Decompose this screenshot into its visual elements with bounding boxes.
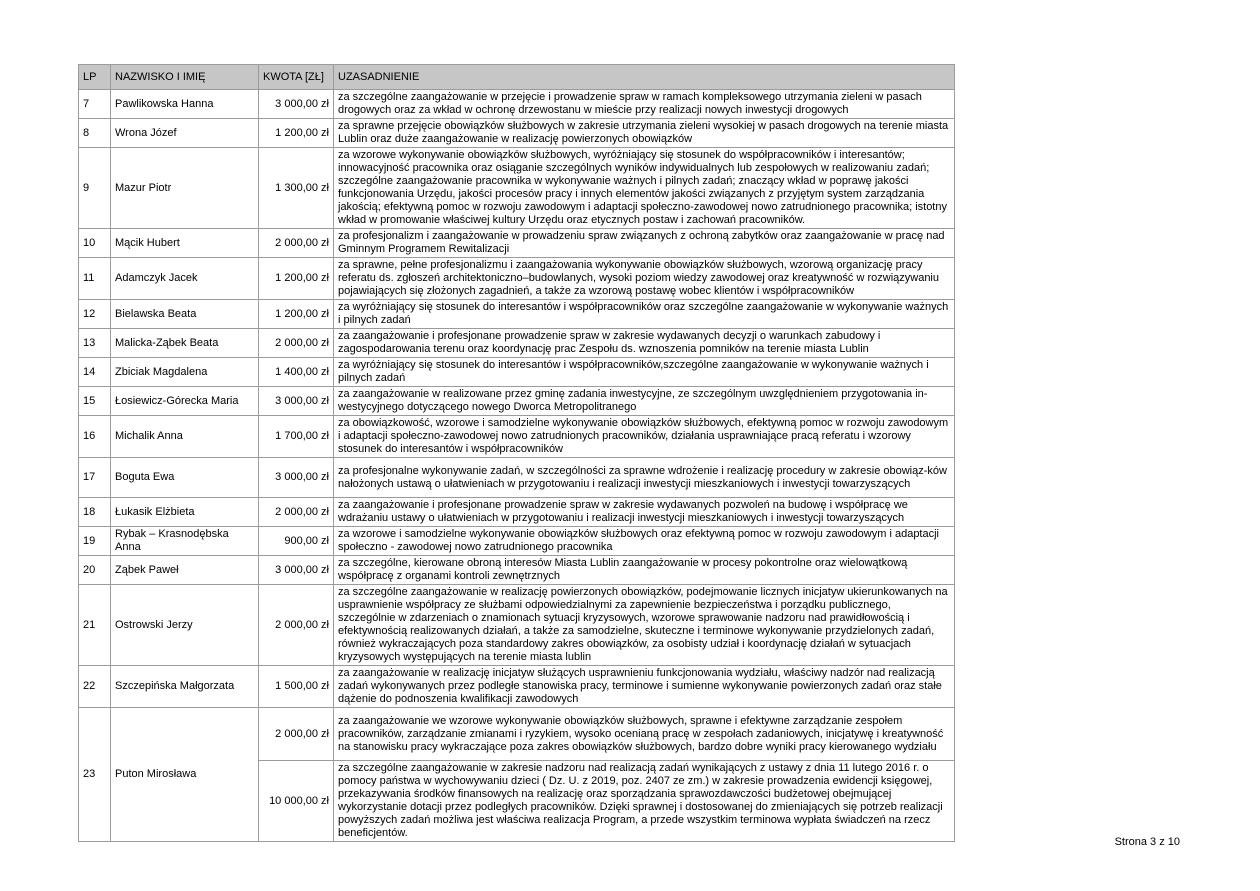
row-justification: za profesjonalne wykonywanie zadań, w szczególności za sprawne wdrożenie i realizację procedury w zakresie obowiąz-ków nałożonych ustawą o ułatwieniach w przygotowaniu i realizacji inwestycji mieszkaniowych i inwestycji towarzyszących	[334, 458, 955, 498]
row-lp: 17	[79, 458, 111, 498]
row-name: Rybak – Krasnodębska Anna	[111, 527, 259, 556]
row-amount: 2 000,00 zł	[259, 329, 334, 358]
row-amount: 1 500,00 zł	[259, 666, 334, 708]
row-justification: za zaangażowanie i profesjonane prowadzenie spraw w zakresie wydawanych decyzji o warunkach zabudowy i zagospodarowania terenu oraz koordynację prac Zespołu ds. wznoszenia pomników na terenie miasta Lublin	[334, 329, 955, 358]
row-lp: 10	[79, 229, 111, 258]
row-name: Ostrowski Jerzy	[111, 585, 259, 666]
row-lp: 15	[79, 387, 111, 416]
row-name: Zbiciak Magdalena	[111, 358, 259, 387]
table-row	[79, 498, 955, 527]
table-row	[79, 458, 955, 498]
row-justification: za szczególne zaangażowanie w zakresie nadzoru nad realizacją zadań wynikających z ustawy z dnia 11 lutego 2016 r. o pomocy państwa w wychowywaniu dzieci ( Dz. U. z 2019, poz. 2407 ze zm.) w zakresie prowadzenia ewidencji księgowej, przekazywania środków finansowych na realizację oraz sporządzania sprawozdawczości budżetowej obejmującej wykorzystanie dotacji przez podległych pracowników. Dzięki sprawnej i dostosowanej do zmieniających się potrzeb realizacji powyższych zadań możliwa jest właściwa realizacja Program, a przede wszystkim terminowa wypłata świadczeń na rzecz beneficjentów.	[334, 761, 955, 842]
row-justification: za zaangażowanie we wzorowe wykonywanie obowiązków służbowych, sprawne i efektywne zarządzanie zespołem pracowników, zarządzanie zmianami i ryzykiem, wysoko ocenianą pracę w zespołach zadaniowych, inicjatywę i kreatywność na stanowisku pracy wykraczające poza zakres obowiązków służbowych, bardzo dobre wyniki pracy kierowanego wydziału	[334, 708, 955, 761]
row-lp: 11	[79, 258, 111, 300]
row-lp: 7	[79, 90, 111, 119]
row-amount: 1 400,00 zł	[259, 358, 334, 387]
table-header-row	[79, 65, 955, 90]
table-row	[79, 527, 955, 556]
row-name: Szczepińska Małgorzata	[111, 666, 259, 708]
row-lp: 9	[79, 148, 111, 229]
row-amount: 1 300,00 zł	[259, 148, 334, 229]
row-justification: za zaangażowanie w realizowane przez gminę zadania inwestycyjne, ze szczególnym uwzględnieniem przygotowania in-westycyjnego dotyczącego nowego Dworca Metropolitranego	[334, 387, 955, 416]
row-name: Puton Mirosława	[111, 708, 259, 842]
row-lp: 20	[79, 556, 111, 585]
table-row	[79, 556, 955, 585]
table-row	[79, 708, 955, 761]
table-row	[79, 358, 955, 387]
row-amount: 1 200,00 zł	[259, 258, 334, 300]
row-name: Michalik Anna	[111, 416, 259, 458]
col-header-name: NAZWISKO I IMIĘ	[111, 65, 259, 90]
table-row	[79, 387, 955, 416]
table-row	[79, 585, 955, 666]
row-name: Malicka-Ząbek Beata	[111, 329, 259, 358]
row-lp: 8	[79, 119, 111, 148]
table-row	[79, 666, 955, 708]
bonus-table	[78, 64, 955, 842]
row-name: Boguta Ewa	[111, 458, 259, 498]
page-number: Strona 3 z 10	[1114, 836, 1180, 848]
row-name: Mącik Hubert	[111, 229, 259, 258]
table-row	[79, 90, 955, 119]
row-name: Łosiewicz-Górecka Maria	[111, 387, 259, 416]
row-name: Wrona Józef	[111, 119, 259, 148]
table-row	[79, 329, 955, 358]
row-amount: 2 000,00 zł	[259, 498, 334, 527]
row-lp: 19	[79, 527, 111, 556]
row-justification: za profesjonalizm i zaangażowanie w prowadzeniu spraw związanych z ochroną zabytków oraz zaangażowanie w pracę nad Gminnym Programem Rewitalizacji	[334, 229, 955, 258]
table-row	[79, 300, 955, 329]
table-row	[79, 416, 955, 458]
row-amount: 900,00 zł	[259, 527, 334, 556]
row-justification: za szczególne zaangażowanie w przejęcie i prowadzenie spraw w ramach kompleksowego utrzymania zieleni w pasach drogowych oraz za wkład w ochronę drzewostanu w mieście przy realizacji nowych inwestycji drogowych	[334, 90, 955, 119]
row-justification: za szczególne zaangażowanie w realizację powierzonych obowiązków, podejmowanie licznych inicjatyw ukierunkowanych na usprawnienie współpracy ze służbami odpowiedzialnymi za zapewnienie bezpieczeństwa i porządku publicznego, szczególnie w zdarzeniach o znamionach sytuacji kryzysowych, wzorowe sprawowanie nadzoru nad prawidłowością i efektywnością realizowanych działań, a także za samodzielne, skuteczne i terminowe wykonywanie przydzielonych zadań, również wykraczających poza standardowy zakres obowiązków, za osobisty udział i koordynację działań w sytuacjach kryzysowych występujących na terenie miasta lublin	[334, 585, 955, 666]
row-justification: za wyróżniający się stosunek do interesantów i współpracowników,szczególne zaangażowanie w wykonywanie ważnych i pilnych zadań	[334, 358, 955, 387]
col-header-amount: KWOTA [ZŁ]	[259, 65, 334, 90]
row-amount: 10 000,00 zł	[259, 761, 334, 842]
col-header-justification: UZASADNIENIE	[334, 65, 955, 90]
row-name: Mazur Piotr	[111, 148, 259, 229]
row-amount: 2 000,00 zł	[259, 229, 334, 258]
row-amount: 3 000,00 zł	[259, 90, 334, 119]
row-amount: 1 700,00 zł	[259, 416, 334, 458]
table-row	[79, 258, 955, 300]
row-name: Bielawska Beata	[111, 300, 259, 329]
row-justification: za sprawne przejęcie obowiązków służbowych w zakresie utrzymania zieleni wysokiej w pasach drogowych na terenie miasta Lublin oraz duże zaangażowanie w realizację powierzonych obowiązków	[334, 119, 955, 148]
row-amount: 1 200,00 zł	[259, 300, 334, 329]
row-justification: za wzorowe wykonywanie obowiązków służbowych, wyróżniający się stosunek do współpracowników i interesantów; innowacyjność pracownika oraz osiąganie szczególnych wyników indywidualnych lub zespołowych w realizowaniu zadań; szczególne zaangażowanie pracownika w wykonywanie ważnych i pilnych zadań; znaczący wkład w poprawę jakości funkcjonowania Urzędu, jakości procesów pracy i innych elementów jakości związanych z przyjętym system zarządzania jakością; efektywną pomoc w rozwoju zawodowym i adaptacji społeczno-zawodowej nowo zatrudnionego pracownika; istotny wkład w promowanie właściwej kultury Urzędu oraz etycznych postaw i zachowań pracowników.	[334, 148, 955, 229]
row-lp: 13	[79, 329, 111, 358]
row-name: Ząbek Paweł	[111, 556, 259, 585]
row-justification: za wyróżniający się stosunek do interesantów i współpracowników oraz szczególne zaangażowanie w wykonywanie ważnych i pilnych zadań	[334, 300, 955, 329]
row-lp: 14	[79, 358, 111, 387]
row-amount: 3 000,00 zł	[259, 387, 334, 416]
row-amount: 2 000,00 zł	[259, 708, 334, 761]
table-row	[79, 229, 955, 258]
row-justification: za zaangażowanie i profesjonane prowadzenie spraw w zakresie wydawanych pozwoleń na budowę i współpracę we wdrażaniu ustawy o ułatwieniach w przygotowaniu i realizacji inwestycji mieszkaniowych i inwestycji towarzyszących	[334, 498, 955, 527]
row-amount: 3 000,00 zł	[259, 556, 334, 585]
row-name: Łukasik Elżbieta	[111, 498, 259, 527]
table-row	[79, 119, 955, 148]
row-lp: 23	[79, 708, 111, 842]
row-justification: za obowiązkowość, wzorowe i samodzielne wykonywanie obowiązków służbowych, efektywną pomoc w rozwoju zawodowym i adaptacji społeczno-zawodowej nowo zatrudnionych pracowników, działania usprawniające pracą referatu i wzorowy stosunek do interesantów i współpracowników	[334, 416, 955, 458]
row-name: Pawlikowska Hanna	[111, 90, 259, 119]
row-justification: za szczególne, kierowane obroną interesów Miasta Lublin zaangażowanie w procesy pokontrolne oraz wielowątkową współpracę z organami kontroli zewnętrznych	[334, 556, 955, 585]
row-justification: za sprawne, pełne profesjonalizmu i zaangażowania wykonywanie obowiązków służbowych, wzorową organizację pracy referatu ds. zgłoszeń architektoniczno–budowlanych, wysoki poziom wiedzy zawodowej oraz kreatywność w rozwiązywaniu pojawiających się złożonych zagadnień, a także za wzorową postawę wobec klientów i współpracowników	[334, 258, 955, 300]
row-amount: 1 200,00 zł	[259, 119, 334, 148]
row-lp: 21	[79, 585, 111, 666]
row-justification: za wzorowe i samodzielne wykonywanie obowiązków służbowych oraz efektywną pomoc w rozwoju zawodowym i adaptacji społeczno - zawodowej nowo zatrudnionego pracownika	[334, 527, 955, 556]
row-lp: 12	[79, 300, 111, 329]
row-lp: 18	[79, 498, 111, 527]
row-lp: 16	[79, 416, 111, 458]
row-amount: 3 000,00 zł	[259, 458, 334, 498]
row-amount: 2 000,00 zł	[259, 585, 334, 666]
col-header-lp: LP	[79, 65, 111, 90]
row-lp: 22	[79, 666, 111, 708]
table-row	[79, 148, 955, 229]
row-justification: za zaangażowanie w realizację inicjatyw służących usprawnieniu funkcjonowania wydziału, właściwy nadzór nad realizacją zadań wykonywanych przez podległe stanowiska pracy, terminowe i sumienne wykonywanie powierzonych zadań oraz stałe dążenie do podnoszenia kwalifikacji zawodowych	[334, 666, 955, 708]
row-name: Adamczyk Jacek	[111, 258, 259, 300]
